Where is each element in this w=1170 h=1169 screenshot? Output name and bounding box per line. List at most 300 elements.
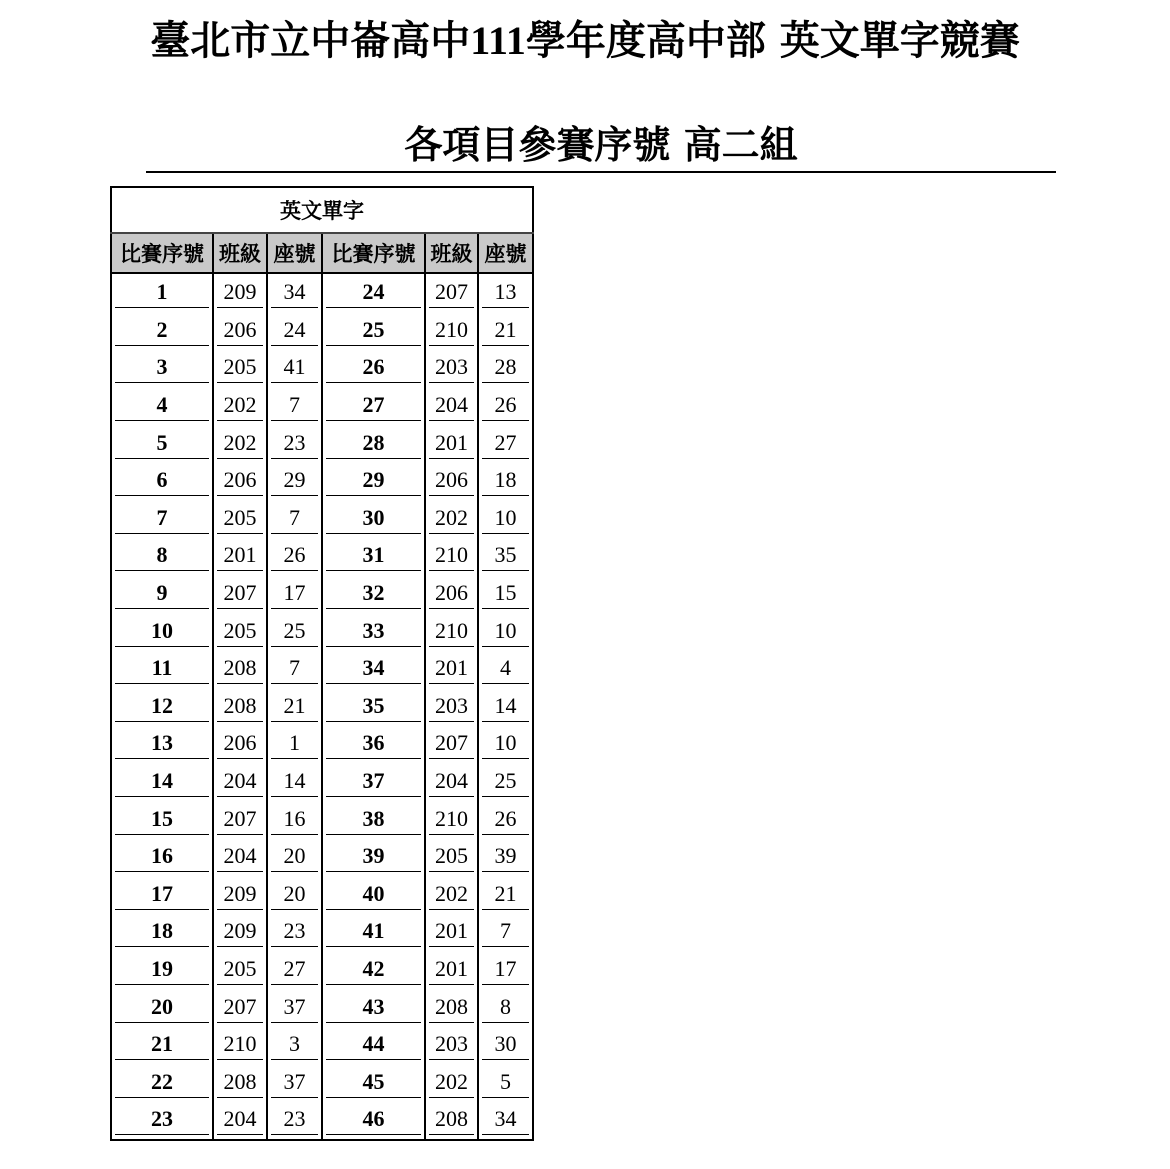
seq-number-cell (322, 273, 425, 312)
seq-number: 44 (326, 1029, 421, 1060)
seat-number-cell (267, 424, 322, 462)
seq-number-cell (111, 838, 213, 876)
class-number: 208 (429, 1104, 474, 1135)
seat-number-cell (478, 838, 533, 876)
seq-number: 37 (326, 766, 421, 797)
seat-number: 7 (271, 390, 318, 421)
seq-number-cell (111, 650, 213, 688)
seat-number: 20 (271, 879, 318, 910)
seat-number: 37 (271, 1067, 318, 1098)
class-number-cell (425, 500, 478, 538)
seat-number-cell (267, 1026, 322, 1064)
seq-number: 5 (115, 428, 209, 459)
seat-number: 13 (482, 277, 529, 308)
class-number: 210 (429, 804, 474, 835)
class-number-cell (425, 349, 478, 387)
class-number: 204 (217, 1104, 263, 1135)
seq-number-cell (322, 763, 425, 801)
seq-number: 11 (115, 653, 209, 684)
seq-number: 3 (115, 352, 209, 383)
seq-number: 14 (115, 766, 209, 797)
class-number: 204 (217, 766, 263, 797)
seat-number-cell (478, 688, 533, 726)
header-seat-1: 座號 (267, 233, 322, 273)
seat-number: 10 (482, 616, 529, 647)
seat-number: 34 (482, 1104, 529, 1135)
seat-number-cell (478, 1101, 533, 1140)
table-row (111, 537, 533, 575)
seat-number: 10 (482, 503, 529, 534)
seat-number-cell (478, 312, 533, 350)
class-number: 208 (217, 1067, 263, 1098)
seq-number: 12 (115, 691, 209, 722)
seq-number-cell (322, 951, 425, 989)
page-subtitle: 各項目參賽序號 高二組 (404, 123, 798, 167)
table-row (111, 424, 533, 462)
table-caption: 英文單字 (111, 187, 533, 233)
seq-number: 34 (326, 653, 421, 684)
class-number: 207 (217, 578, 263, 609)
seq-number-cell (111, 1063, 213, 1101)
class-number: 202 (429, 1067, 474, 1098)
class-number-cell (425, 650, 478, 688)
class-number: 203 (429, 352, 474, 383)
seat-number-cell (478, 763, 533, 801)
class-number: 202 (217, 428, 263, 459)
class-number-cell (425, 537, 478, 575)
seat-number-cell (478, 537, 533, 575)
seat-number-cell (478, 951, 533, 989)
seat-number-cell (478, 462, 533, 500)
seat-number: 15 (482, 578, 529, 609)
class-number-cell (425, 1101, 478, 1140)
seq-number: 6 (115, 465, 209, 496)
seq-number: 10 (115, 616, 209, 647)
table-row (111, 988, 533, 1026)
seat-number-cell (267, 312, 322, 350)
class-number-cell (425, 688, 478, 726)
seq-number: 13 (115, 728, 209, 759)
seq-number-cell (322, 988, 425, 1026)
seat-number-cell (267, 951, 322, 989)
seat-number-cell (267, 688, 322, 726)
class-number-cell (425, 1063, 478, 1101)
seat-number-cell (478, 988, 533, 1026)
table-row (111, 462, 533, 500)
seq-number-cell (111, 387, 213, 425)
header-class-2: 班級 (425, 233, 478, 273)
seat-number-cell (267, 500, 322, 538)
seq-number-cell (111, 951, 213, 989)
seq-number: 22 (115, 1067, 209, 1098)
title-year: 111 (470, 18, 526, 63)
seq-number-cell (322, 688, 425, 726)
seq-number: 28 (326, 428, 421, 459)
class-number: 209 (217, 916, 263, 947)
seat-number-cell (267, 575, 322, 613)
seq-number: 20 (115, 992, 209, 1023)
table-row (111, 575, 533, 613)
seat-number: 35 (482, 540, 529, 571)
seat-number: 26 (482, 390, 529, 421)
seq-number-cell (322, 462, 425, 500)
seq-number-cell (111, 763, 213, 801)
seat-number: 17 (482, 954, 529, 985)
seat-number: 34 (271, 277, 318, 308)
seq-number-cell (322, 612, 425, 650)
table-row (111, 838, 533, 876)
class-number-cell (425, 800, 478, 838)
seat-number: 7 (271, 653, 318, 684)
class-number: 208 (217, 691, 263, 722)
seq-number: 45 (326, 1067, 421, 1098)
seat-number-cell (267, 650, 322, 688)
seat-number-cell (478, 876, 533, 914)
seq-number-cell (111, 349, 213, 387)
class-number: 203 (429, 1029, 474, 1060)
seq-number: 46 (326, 1104, 421, 1135)
class-number-cell (213, 725, 267, 763)
class-number-cell (425, 312, 478, 350)
seat-number-cell (267, 725, 322, 763)
class-number-cell (213, 387, 267, 425)
seq-number-cell (322, 838, 425, 876)
seat-number-cell (267, 462, 322, 500)
class-number-cell (213, 988, 267, 1026)
seat-number-cell (478, 500, 533, 538)
seq-number-cell (111, 913, 213, 951)
table-row (111, 951, 533, 989)
seat-number: 37 (271, 992, 318, 1023)
seat-number-cell (267, 612, 322, 650)
seq-number: 18 (115, 916, 209, 947)
seq-number-cell (111, 876, 213, 914)
class-number-cell (213, 951, 267, 989)
seat-number: 5 (482, 1067, 529, 1098)
seat-number: 20 (271, 841, 318, 872)
class-number-cell (425, 387, 478, 425)
seq-number: 33 (326, 616, 421, 647)
class-number: 202 (429, 503, 474, 534)
seq-number-cell (322, 1026, 425, 1064)
seat-number: 41 (271, 352, 318, 383)
class-number: 204 (217, 841, 263, 872)
seq-number-cell (322, 1063, 425, 1101)
seq-number-cell (111, 273, 213, 312)
seq-number-cell (111, 500, 213, 538)
class-number: 201 (429, 653, 474, 684)
table-row (111, 500, 533, 538)
seat-number: 23 (271, 428, 318, 459)
seq-number: 43 (326, 992, 421, 1023)
class-number: 201 (217, 540, 263, 571)
seq-number: 40 (326, 879, 421, 910)
seat-number: 23 (271, 916, 318, 947)
class-number-cell (425, 913, 478, 951)
seq-number: 35 (326, 691, 421, 722)
seq-number: 17 (115, 879, 209, 910)
seq-number: 21 (115, 1029, 209, 1060)
class-number: 208 (217, 653, 263, 684)
table-row (111, 688, 533, 726)
seq-number-cell (322, 1101, 425, 1140)
class-number-cell (425, 1026, 478, 1064)
seq-number: 24 (326, 277, 421, 308)
class-number: 204 (429, 766, 474, 797)
class-number-cell (213, 575, 267, 613)
seq-number-cell (111, 800, 213, 838)
table-row (111, 913, 533, 951)
seq-number: 27 (326, 390, 421, 421)
seat-number: 21 (482, 879, 529, 910)
seat-number: 28 (482, 352, 529, 383)
seat-number: 21 (271, 691, 318, 722)
seq-number-cell (322, 387, 425, 425)
class-number: 201 (429, 954, 474, 985)
class-number-cell (213, 273, 267, 312)
class-number-cell (425, 763, 478, 801)
seq-number: 15 (115, 804, 209, 835)
seat-number: 8 (482, 992, 529, 1023)
seat-number: 1 (271, 728, 318, 759)
seq-number-cell (111, 1026, 213, 1064)
table-row (111, 763, 533, 801)
seat-number-cell (267, 387, 322, 425)
class-number: 210 (429, 616, 474, 647)
seat-number: 18 (482, 465, 529, 496)
class-number: 209 (217, 277, 263, 308)
class-number-cell (213, 1101, 267, 1140)
seat-number: 4 (482, 653, 529, 684)
seq-number-cell (322, 876, 425, 914)
class-number: 205 (217, 954, 263, 985)
class-number-cell (213, 462, 267, 500)
class-number-cell (213, 913, 267, 951)
class-number: 207 (429, 728, 474, 759)
seq-number: 19 (115, 954, 209, 985)
seat-number-cell (478, 575, 533, 613)
seq-number-cell (322, 500, 425, 538)
seq-number: 9 (115, 578, 209, 609)
seat-number-cell (478, 387, 533, 425)
seq-number-cell (111, 988, 213, 1026)
seq-number-cell (111, 612, 213, 650)
table-row (111, 1101, 533, 1140)
seat-number: 10 (482, 728, 529, 759)
class-number-cell (425, 838, 478, 876)
class-number-cell (425, 612, 478, 650)
seq-number: 42 (326, 954, 421, 985)
table-row (111, 312, 533, 350)
seq-number: 31 (326, 540, 421, 571)
seq-number-cell (322, 913, 425, 951)
title-school: 臺北市立中崙高中 (150, 18, 471, 64)
seat-number: 25 (271, 616, 318, 647)
class-number: 201 (429, 428, 474, 459)
class-number: 204 (429, 390, 474, 421)
seat-number: 39 (482, 841, 529, 872)
header-seq-1: 比賽序號 (111, 233, 213, 273)
class-number: 205 (429, 841, 474, 872)
seat-number-cell (478, 273, 533, 312)
roster-table (110, 186, 534, 1141)
class-number: 205 (217, 616, 263, 647)
seq-number: 8 (115, 540, 209, 571)
class-number: 207 (217, 804, 263, 835)
seq-number-cell (111, 688, 213, 726)
seat-number: 29 (271, 465, 318, 496)
class-number-cell (213, 800, 267, 838)
seat-number: 27 (482, 428, 529, 459)
seq-number: 36 (326, 728, 421, 759)
table-row (111, 1063, 533, 1101)
class-number: 206 (429, 578, 474, 609)
seq-number-cell (111, 725, 213, 763)
seq-number-cell (322, 312, 425, 350)
title-event: 學年度高中部 英文單字競賽 (525, 18, 1020, 64)
seq-number: 30 (326, 503, 421, 534)
seq-number: 29 (326, 465, 421, 496)
class-number-cell (425, 951, 478, 989)
class-number: 202 (429, 879, 474, 910)
seat-number-cell (478, 650, 533, 688)
seq-number-cell (322, 537, 425, 575)
seq-number: 41 (326, 916, 421, 947)
seat-number-cell (267, 1063, 322, 1101)
class-number-cell (213, 838, 267, 876)
table-row (111, 650, 533, 688)
seat-number-cell (478, 800, 533, 838)
class-number-cell (213, 763, 267, 801)
class-number: 206 (217, 465, 263, 496)
seat-number-cell (267, 800, 322, 838)
class-number-cell (213, 876, 267, 914)
seq-number: 4 (115, 390, 209, 421)
seat-number-cell (267, 838, 322, 876)
class-number-cell (213, 650, 267, 688)
seq-number-cell (322, 650, 425, 688)
seat-number-cell (267, 1101, 322, 1140)
seat-number-cell (478, 1026, 533, 1064)
class-number: 207 (429, 277, 474, 308)
seq-number-cell (111, 537, 213, 575)
seq-number-cell (111, 462, 213, 500)
seat-number: 7 (482, 916, 529, 947)
class-number: 205 (217, 352, 263, 383)
table-row (111, 387, 533, 425)
class-number: 210 (429, 315, 474, 346)
class-number-cell (213, 312, 267, 350)
seq-number: 38 (326, 804, 421, 835)
seq-number: 16 (115, 841, 209, 872)
seq-number-cell (111, 575, 213, 613)
seat-number: 21 (482, 315, 529, 346)
seat-number-cell (478, 913, 533, 951)
class-number-cell (213, 349, 267, 387)
seat-number-cell (478, 725, 533, 763)
class-number: 206 (217, 728, 263, 759)
seat-number: 16 (271, 804, 318, 835)
class-number: 203 (429, 691, 474, 722)
seat-number-cell (267, 537, 322, 575)
class-number-cell (213, 424, 267, 462)
class-number-cell (213, 612, 267, 650)
seat-number: 26 (482, 804, 529, 835)
seq-number: 23 (115, 1104, 209, 1135)
class-number-cell (425, 725, 478, 763)
class-number-cell (425, 462, 478, 500)
seat-number: 24 (271, 315, 318, 346)
class-number-cell (425, 424, 478, 462)
seq-number-cell (322, 800, 425, 838)
seat-number: 3 (271, 1029, 318, 1060)
seat-number: 25 (482, 766, 529, 797)
seat-number-cell (267, 349, 322, 387)
title-divider (146, 171, 1056, 173)
seat-number: 14 (271, 766, 318, 797)
seat-number-cell (478, 349, 533, 387)
seq-number: 25 (326, 315, 421, 346)
table-row (111, 800, 533, 838)
page-title (100, 18, 1070, 64)
class-number-cell (425, 988, 478, 1026)
seq-number-cell (111, 312, 213, 350)
header-seat-2: 座號 (478, 233, 533, 273)
class-number: 206 (429, 465, 474, 496)
seat-number: 14 (482, 691, 529, 722)
seat-number-cell (267, 988, 322, 1026)
class-number: 210 (217, 1029, 263, 1060)
seat-number: 30 (482, 1029, 529, 1060)
seat-number-cell (267, 913, 322, 951)
header-class-1: 班級 (213, 233, 267, 273)
seat-number: 7 (271, 503, 318, 534)
header-seq-2: 比賽序號 (322, 233, 425, 273)
class-number-cell (213, 1063, 267, 1101)
seq-number-cell (322, 575, 425, 613)
seq-number-cell (322, 424, 425, 462)
class-number: 206 (217, 315, 263, 346)
class-number-cell (425, 273, 478, 312)
class-number: 208 (429, 992, 474, 1023)
seat-number: 27 (271, 954, 318, 985)
seat-number: 17 (271, 578, 318, 609)
class-number: 202 (217, 390, 263, 421)
class-number-cell (425, 876, 478, 914)
class-number: 201 (429, 916, 474, 947)
seat-number-cell (267, 876, 322, 914)
table-row (111, 612, 533, 650)
seat-number-cell (267, 273, 322, 312)
table-row (111, 1026, 533, 1064)
seq-number-cell (322, 725, 425, 763)
seat-number-cell (478, 1063, 533, 1101)
seq-number: 32 (326, 578, 421, 609)
class-number: 205 (217, 503, 263, 534)
seq-number-cell (322, 349, 425, 387)
seq-number-cell (111, 424, 213, 462)
class-number: 210 (429, 540, 474, 571)
seq-number: 1 (115, 277, 209, 308)
seat-number: 23 (271, 1104, 318, 1135)
seat-number: 26 (271, 540, 318, 571)
class-number-cell (425, 575, 478, 613)
class-number: 209 (217, 879, 263, 910)
table-row (111, 273, 533, 312)
table-row (111, 876, 533, 914)
seq-number: 7 (115, 503, 209, 534)
class-number-cell (213, 500, 267, 538)
